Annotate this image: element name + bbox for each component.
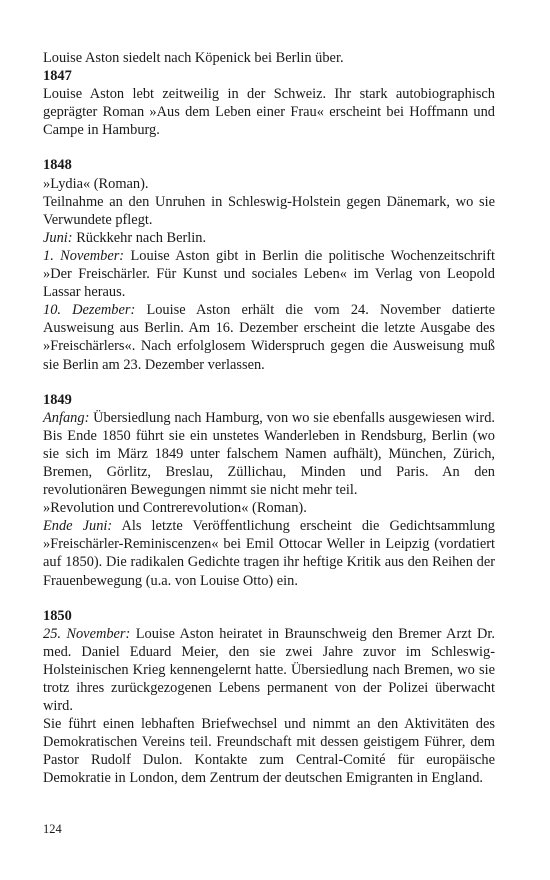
entry-paragraph [43, 625, 495, 715]
year-heading: 1847 [43, 68, 72, 85]
entry-text: Teilnahme an den Unruhen in Schleswig-Holstein gegen Dänemark, wo sie Verwundete pflegt. [43, 193, 495, 228]
entry-paragraph [43, 193, 495, 229]
page-number: 124 [43, 822, 62, 836]
entry-1848 [43, 156, 495, 373]
intro-paragraph: Louise Aston siedelt nach Köpenick bei Berlin über. [43, 50, 344, 66]
entry-1847 [43, 67, 495, 139]
entry-paragraph [43, 715, 495, 787]
year-heading: 1849 [43, 391, 72, 408]
entry-text: Louise Aston gibt in Berlin die politische Wochenzeitschrift »Der Freischärler. Für Kunst und sociales Leben« im Verlag von Leopold Lassar heraus. [43, 247, 495, 301]
date-lead: 1. November: [43, 247, 125, 264]
entry-text: Sie führt einen lebhaften Briefwechsel und nimmt an den Aktivitäten des Demokratischen Vereins teil. Freundschaft mit dessen geistigem Führer, dem Pastor Rudolf Dulon. Kontakte zum Central-Comité für europäische Demokratie in London, dem Zentrum der deutschen Emigranten in England. [43, 716, 495, 787]
date-lead: 10. Dezember: [43, 302, 136, 319]
date-lead: Juni: [43, 229, 73, 246]
entry-paragraph [43, 247, 495, 301]
entry-paragraph [43, 229, 495, 247]
entry-text: Louise Aston erhält die vom 24. November datierte Ausweisung aus Berlin. Am 16. Dezember erscheint die letzte Ausgabe des »Freischärlers«. Nach erfolglosem Widerspruch gegen die Ausweisung muß sie Berlin am 23. Dezember verlassen. [43, 302, 495, 373]
entry-paragraph [43, 409, 495, 499]
entry-text: Als letzte Veröffentlichung erscheint die Gedichtsammlung »Freischärler-Reminiscenzen« bei Emil Ottocar Weller in Leipzig (vordatiert auf 1850). Die radikalen Gedichte tragen ihr heftige Kritik aus den Reihen der Frauenbewegung (u.a. von Louise Otto) ein. [43, 518, 496, 589]
entry-text: Rückkehr nach Berlin. [76, 229, 207, 246]
date-lead: Anfang: [43, 409, 90, 426]
entry-text: Louise Aston heiratet in Braunschweig den Bremer Arzt Dr. med. Daniel Eduard Meier, den sie zwei Jahre zuvor im Schleswig-Holsteinischen Krieg kennengelernt hatte. Übersiedlung nach Bremen, wo sie trotz ihres zurückgezogenen Lebens permanent von der Polizei überwacht wird. [43, 625, 495, 715]
date-lead: Ende Juni: [43, 518, 113, 535]
entry-text: Übersiedlung nach Hamburg, von wo sie ebenfalls ausgewiesen wird. Bis Ende 1850 führt sie ein unstetes Wanderleben in Rendsburg, Berlin (wo sie sich im März 1849 unter falschem Namen aufhält), München, Zürich, Bremen, Görlitz, Breslau, Züllichau, Minden und Paris. An den revolutionären Bewegungen nimmt sie nicht mehr teil. [43, 409, 495, 499]
entry-paragraph [43, 175, 495, 193]
date-lead: 25. November: [43, 625, 131, 642]
entry-text: »Lydia« (Roman). [43, 175, 149, 192]
year-heading: 1850 [43, 607, 72, 624]
entry-paragraph [43, 85, 495, 139]
year-heading: 1848 [43, 157, 72, 174]
entry-paragraph [43, 301, 495, 373]
entry-1850 [43, 607, 495, 788]
entry-1849 [43, 391, 495, 590]
entry-paragraph [43, 517, 495, 589]
entry-text: Louise Aston lebt zeitweilig in der Schweiz. Ihr stark autobiographisch geprägter Roman »Aus dem Leben einer Frau« erscheint bei Hoffmann und Campe in Hamburg. [43, 86, 495, 139]
entry-text: »Revolution und Contrerevolution« (Roman). [43, 500, 307, 517]
entry-paragraph [43, 499, 495, 517]
page-body [43, 49, 495, 805]
